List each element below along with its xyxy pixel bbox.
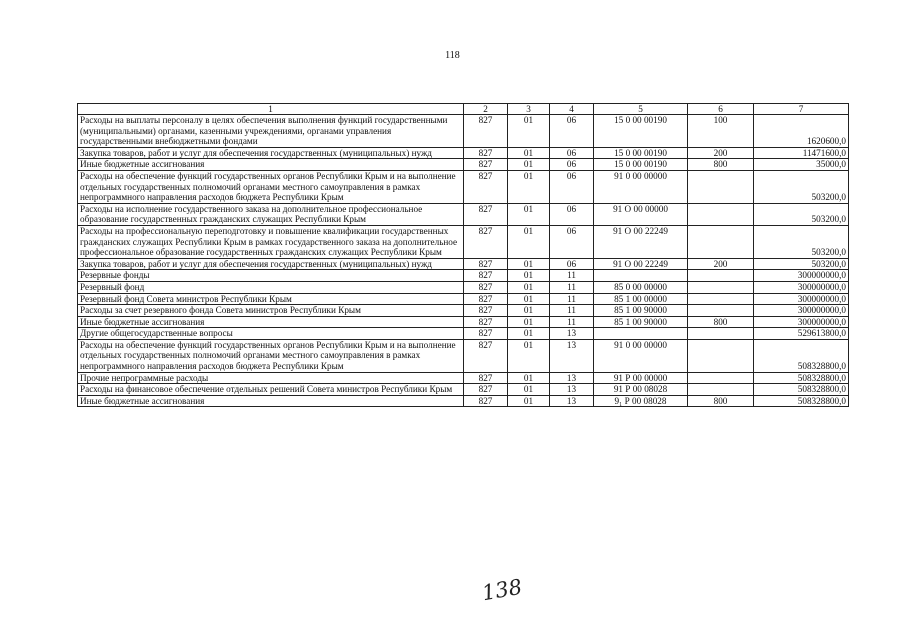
row-target-article-cell: 91 О 00 00000 [594,203,688,225]
row-code-cell: 827 [464,203,508,225]
row-amount-cell: 503200,0 [754,170,849,203]
row-amount-cell: 529613800,0 [754,328,849,340]
row-amount-cell: 1620600,0 [754,115,849,148]
header-cell: 6 [688,104,754,115]
table-row [78,372,849,384]
row-section-cell: 01 [508,372,550,384]
row-expense-type-cell [688,384,754,396]
row-amount-cell: 503200,0 [754,258,849,270]
row-subsection-cell: 06 [550,170,594,203]
row-section-cell: 01 [508,203,550,225]
row-section-cell: 01 [508,147,550,159]
row-expense-type-cell [688,203,754,225]
row-target-article-cell: 15 0 00 00190 [594,159,688,171]
row-expense-type-cell: 200 [688,258,754,270]
row-section-cell: 01 [508,159,550,171]
row-name-cell: Расходы на обеспечение функций государственных органов Республики Крым и на выполнение отдельных государственных полномочий органами местного самоуправления в рамках непрограммного направления расходов бюджета Республики Крым [78,339,464,372]
row-section-cell: 01 [508,270,550,282]
table-row [78,258,849,270]
row-expense-type-cell [688,170,754,203]
row-name-cell: Расходы за счет резервного фонда Совета министров Республики Крым [78,305,464,317]
row-code-cell: 827 [464,305,508,317]
handwritten-page-number: 138 [480,574,524,606]
row-amount-cell: 508328800,0 [754,339,849,372]
row-code-cell: 827 [464,316,508,328]
row-subsection-cell: 06 [550,115,594,148]
row-section-cell: 01 [508,339,550,372]
row-code-cell: 827 [464,328,508,340]
row-amount-cell: 300000000,0 [754,305,849,317]
row-name-cell: Прочие непрограммные расходы [78,372,464,384]
row-subsection-cell: 13 [550,384,594,396]
row-code-cell: 827 [464,270,508,282]
row-expense-type-cell [688,305,754,317]
row-code-cell: 827 [464,147,508,159]
row-subsection-cell: 13 [550,328,594,340]
row-code-cell: 827 [464,170,508,203]
page-number: 118 [445,50,460,61]
header-cell: 1 [78,104,464,115]
table-row [78,115,849,148]
row-expense-type-cell: 800 [688,395,754,407]
row-subsection-cell: 06 [550,147,594,159]
row-amount-cell: 11471600,0 [754,147,849,159]
row-name-cell: Закупка товаров, работ и услуг для обеспечения государственных (муниципальных) нужд [78,147,464,159]
row-amount-cell: 300000000,0 [754,316,849,328]
row-subsection-cell: 13 [550,372,594,384]
table-row [78,147,849,159]
table-row [78,270,849,282]
header-cell: 5 [594,104,688,115]
row-section-cell: 01 [508,293,550,305]
row-section-cell: 01 [508,170,550,203]
table-row [78,170,849,203]
row-subsection-cell: 06 [550,203,594,225]
row-target-article-cell: 91 0 00 00000 [594,170,688,203]
table-row [78,339,849,372]
row-code-cell: 827 [464,159,508,171]
header-cell: 4 [550,104,594,115]
row-code-cell: 827 [464,225,508,258]
row-expense-type-cell [688,372,754,384]
row-section-cell: 01 [508,316,550,328]
row-expense-type-cell [688,328,754,340]
row-amount-cell: 508328800,0 [754,395,849,407]
row-target-article-cell: 85 1 00 90000 [594,305,688,317]
row-section-cell: 01 [508,305,550,317]
row-subsection-cell: 06 [550,159,594,171]
row-expense-type-cell [688,281,754,293]
row-section-cell: 01 [508,115,550,148]
row-target-article-cell: 85 0 00 00000 [594,281,688,293]
row-name-cell: Расходы на исполнение государственного заказа на дополнительное профессиональное образование государственных гражданских служащих Республики Крым [78,203,464,225]
row-target-article-cell: 15 0 00 00190 [594,147,688,159]
table-row [78,395,849,407]
row-amount-cell: 508328800,0 [754,384,849,396]
row-target-article-cell: 91 Р 00 00000 [594,372,688,384]
row-subsection-cell: 11 [550,316,594,328]
table-row [78,293,849,305]
header-cell: 2 [464,104,508,115]
row-amount-cell: 300000000,0 [754,281,849,293]
row-code-cell: 827 [464,384,508,396]
row-target-article-cell: 91 Р 00 08028 [594,384,688,396]
table-row [78,159,849,171]
row-code-cell: 827 [464,339,508,372]
table-row [78,203,849,225]
row-section-cell: 01 [508,328,550,340]
row-amount-cell: 508328800,0 [754,372,849,384]
table-header-row [78,104,849,115]
row-section-cell: 01 [508,384,550,396]
row-name-cell: Иные бюджетные ассигнования [78,395,464,407]
table-row [78,316,849,328]
row-subsection-cell: 11 [550,281,594,293]
table-row [78,305,849,317]
row-name-cell: Закупка товаров, работ и услуг для обеспечения государственных (муниципальных) нужд [78,258,464,270]
row-subsection-cell: 11 [550,293,594,305]
row-name-cell: Расходы на профессиональную переподготовку и повышение квалификации государственных гражданских служащих Республики Крым в рамках государственного заказа на дополнительное профессиональное образование государственных гражданских служащих Республики Крым [78,225,464,258]
row-target-article-cell: 91 О 00 22249 [594,225,688,258]
row-name-cell: Резервный фонд Совета министров Республики Крым [78,293,464,305]
row-expense-type-cell: 100 [688,115,754,148]
row-amount-cell: 300000000,0 [754,293,849,305]
row-subsection-cell: 11 [550,305,594,317]
row-name-cell: Резервные фонды [78,270,464,282]
row-target-article-cell: 85 1 00 00000 [594,293,688,305]
row-section-cell: 01 [508,281,550,293]
row-section-cell: 01 [508,395,550,407]
row-name-cell: Иные бюджетные ассигнования [78,316,464,328]
row-code-cell: 827 [464,281,508,293]
row-target-article-cell [594,270,688,282]
row-name-cell: Резервный фонд [78,281,464,293]
row-section-cell: 01 [508,225,550,258]
row-amount-cell: 503200,0 [754,225,849,258]
row-name-cell: Иные бюджетные ассигнования [78,159,464,171]
row-amount-cell: 503200,0 [754,203,849,225]
row-subsection-cell: 11 [550,270,594,282]
row-name-cell: Другие общегосударственные вопросы [78,328,464,340]
row-code-cell: 827 [464,258,508,270]
row-target-article-cell: 15 0 00 00190 [594,115,688,148]
row-target-article-cell: 91 О 00 22249 [594,258,688,270]
row-amount-cell: 35000,0 [754,159,849,171]
table-row [78,225,849,258]
row-target-article-cell: 85 1 00 90000 [594,316,688,328]
row-code-cell: 827 [464,115,508,148]
row-name-cell: Расходы на финансовое обеспечение отдельных решений Совета министров Республики Крым [78,384,464,396]
row-code-cell: 827 [464,395,508,407]
row-subsection-cell: 13 [550,339,594,372]
row-expense-type-cell [688,293,754,305]
row-subsection-cell: 06 [550,258,594,270]
header-cell: 7 [754,104,849,115]
row-expense-type-cell [688,225,754,258]
row-name-cell: Расходы на выплаты персоналу в целях обеспечения выполнения функций государственными (муниципальными) органами, казенными учреждениями, органами управления государственными внебюджетными фондами [78,115,464,148]
row-expense-type-cell: 200 [688,147,754,159]
row-code-cell: 827 [464,293,508,305]
row-expense-type-cell: 800 [688,159,754,171]
row-name-cell: Расходы на обеспечение функций государственных органов Республики Крым и на выполнение отдельных государственных полномочий органами местного самоуправления в рамках непрограммного направления расходов бюджета Республики Крым [78,170,464,203]
row-target-article-cell: 9₁ Р 00 08028 [594,395,688,407]
header-cell: 3 [508,104,550,115]
table-row [78,328,849,340]
row-expense-type-cell: 800 [688,316,754,328]
row-expense-type-cell [688,339,754,372]
row-target-article-cell: 91 0 00 00000 [594,339,688,372]
table-row [78,281,849,293]
budget-table [77,103,849,407]
row-target-article-cell [594,328,688,340]
row-expense-type-cell [688,270,754,282]
row-section-cell: 01 [508,258,550,270]
row-subsection-cell: 06 [550,225,594,258]
row-code-cell: 827 [464,372,508,384]
table-row [78,384,849,396]
row-subsection-cell: 13 [550,395,594,407]
row-amount-cell: 300000000,0 [754,270,849,282]
